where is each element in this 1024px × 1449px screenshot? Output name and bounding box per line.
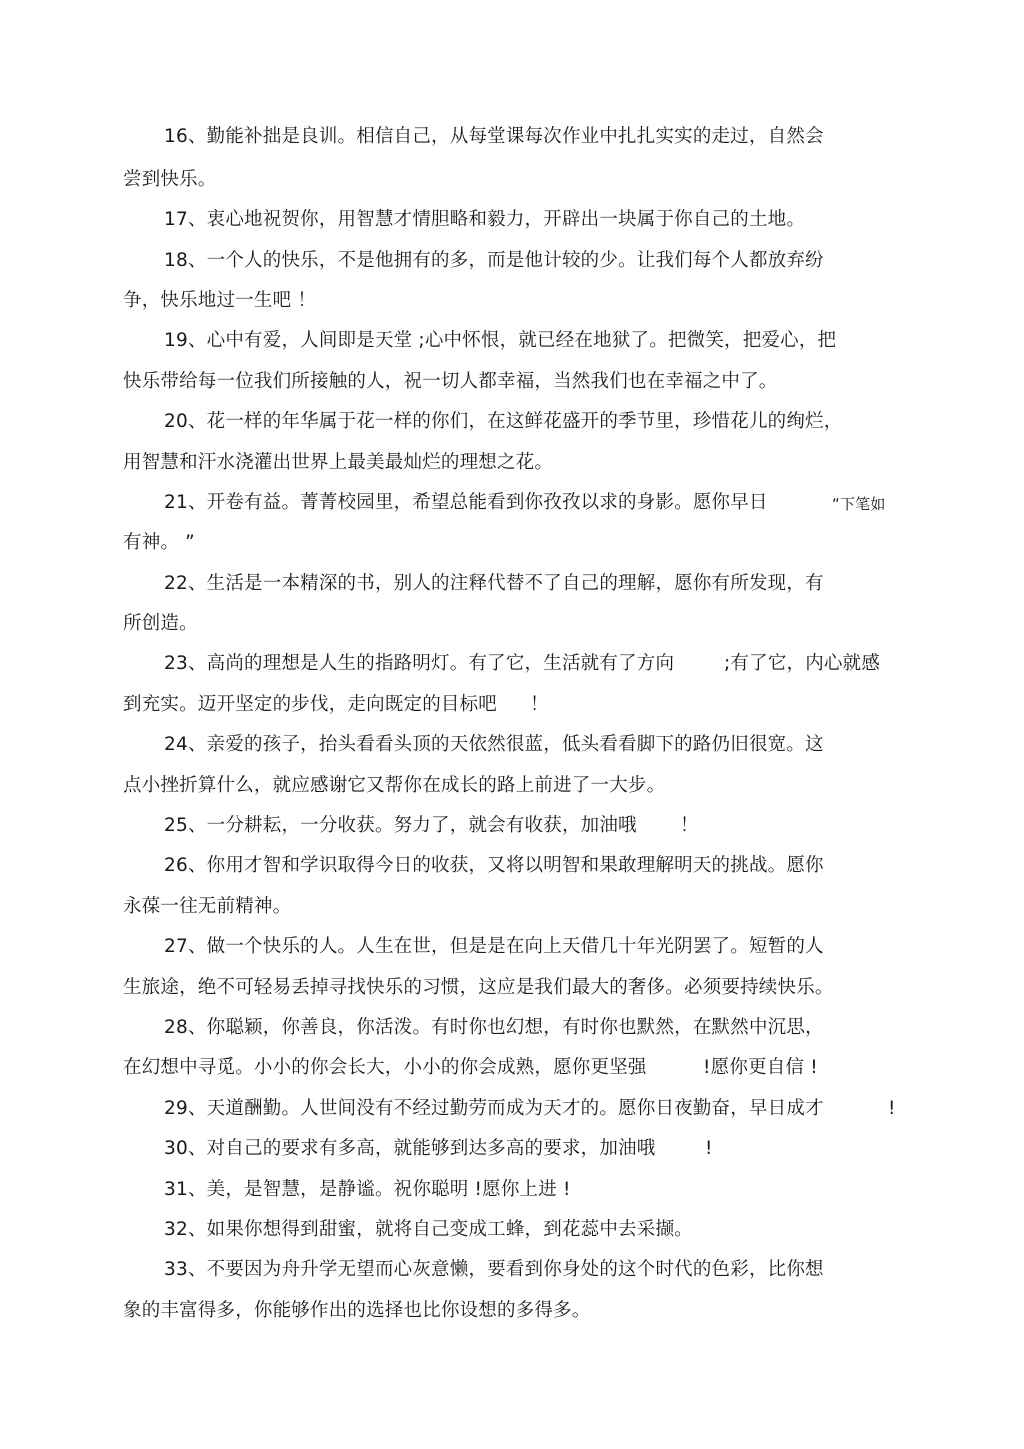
text-line: 22、生活是一本精深的书，别人的注释代替不了自己的理解，愿你有所发现，有	[164, 573, 824, 594]
text-line: 用智慧和汗水浇灌出世界上最美最灿烂的理想之花。	[123, 452, 554, 473]
text-line: 19、心中有爱，人间即是天堂 ;心中怀恨，就已经在地狱了。把微笑，把爱心，把	[164, 330, 837, 351]
text-line: !	[705, 1138, 713, 1159]
text-line: ！	[680, 815, 699, 836]
text-line: 尝到快乐。	[123, 169, 217, 190]
text-line: 18、一个人的快乐，不是他拥有的多，而是他计较的少。让我们每个人都放弃纷	[164, 250, 824, 271]
text-line: “下笔如	[832, 495, 886, 513]
text-line: 17、衷心地祝贺你，用智慧才情胆略和毅力，开辟出一块属于你自己的土地。	[164, 209, 806, 230]
text-line: 有神。 ”	[123, 532, 195, 553]
text-line: 30、对自己的要求有多高，就能够到达多高的要求，加油哦	[164, 1138, 656, 1159]
text-line: 24、亲爱的孩子，抬头看看头顶的天依然很蓝，低头看看脚下的路仍旧很宽。这	[164, 734, 824, 755]
text-line: 所创造。	[123, 613, 198, 634]
text-line: 点小挫折算什么，就应感谢它又帮你在成长的路上前进了一大步。	[123, 775, 666, 796]
text-line: 33、不要因为舟升学无望而心灰意懒，要看到你身处的这个时代的色彩，比你想	[164, 1259, 824, 1280]
text-line: 23、高尚的理想是人生的指路明灯。有了它，生活就有了方向	[164, 653, 675, 674]
text-line: 快乐带给每一位我们所接触的人，祝一切人都幸福，当然我们也在幸福之中了。	[123, 371, 778, 392]
text-line: 生旅途，绝不可轻易丢掉寻找快乐的习惯，这应是我们最大的奢侈。必须要持续快乐。	[123, 977, 834, 998]
text-line: !愿你更自信 !	[703, 1057, 818, 1078]
text-line: 31、美，是智慧，是静谧。祝你聪明 !愿你上进 !	[164, 1179, 571, 1200]
text-line: 32、如果你想得到甜蜜，就将自己变成工蜂，到花蕊中去采撷。	[164, 1219, 693, 1240]
text-line: ;有了它，内心就感	[724, 653, 881, 674]
text-line: 29、天道酬勤。人世间没有不经过勤劳而成为天才的。愿你日夜勤奋，早日成才	[164, 1098, 824, 1119]
text-line: !	[888, 1098, 896, 1119]
text-line: ！	[530, 694, 549, 715]
text-line: 象的丰富得多，你能够作出的选择也比你设想的多得多。	[123, 1300, 591, 1321]
text-line: 28、你聪颖，你善良，你活泼。有时你也幻想，有时你也默然，在默然中沉思，	[164, 1017, 824, 1038]
text-line: 永葆一往无前精神。	[123, 896, 292, 917]
text-line: 20、花一样的年华属于花一样的你们，在这鲜花盛开的季节里，珍惜花儿的绚烂，	[164, 411, 843, 432]
text-line: 25、一分耕耘，一分收获。努力了，就会有收获，加油哦	[164, 815, 637, 836]
text-line: 21、开卷有益。菁菁校园里，希望总能看到你孜孜以求的身影。愿你早日	[164, 492, 768, 513]
text-line: 到充实。迈开坚定的步伐，走向既定的目标吧	[123, 694, 498, 715]
text-line: 26、你用才智和学识取得今日的收获，又将以明智和果敢理解明天的挑战。愿你	[164, 855, 824, 876]
text-line: 在幻想中寻觅。小小的你会长大，小小的你会成熟，愿你更坚强	[123, 1057, 647, 1078]
text-line: 27、做一个快乐的人。人生在世，但是是在向上天借几十年光阴罢了。短暂的人	[164, 936, 824, 957]
text-line: 争，快乐地过一生吧 ！	[123, 290, 317, 311]
text-line: 16、勤能补拙是良训。相信自己，从每堂课每次作业中扎扎实实的走过，自然会	[164, 126, 824, 147]
